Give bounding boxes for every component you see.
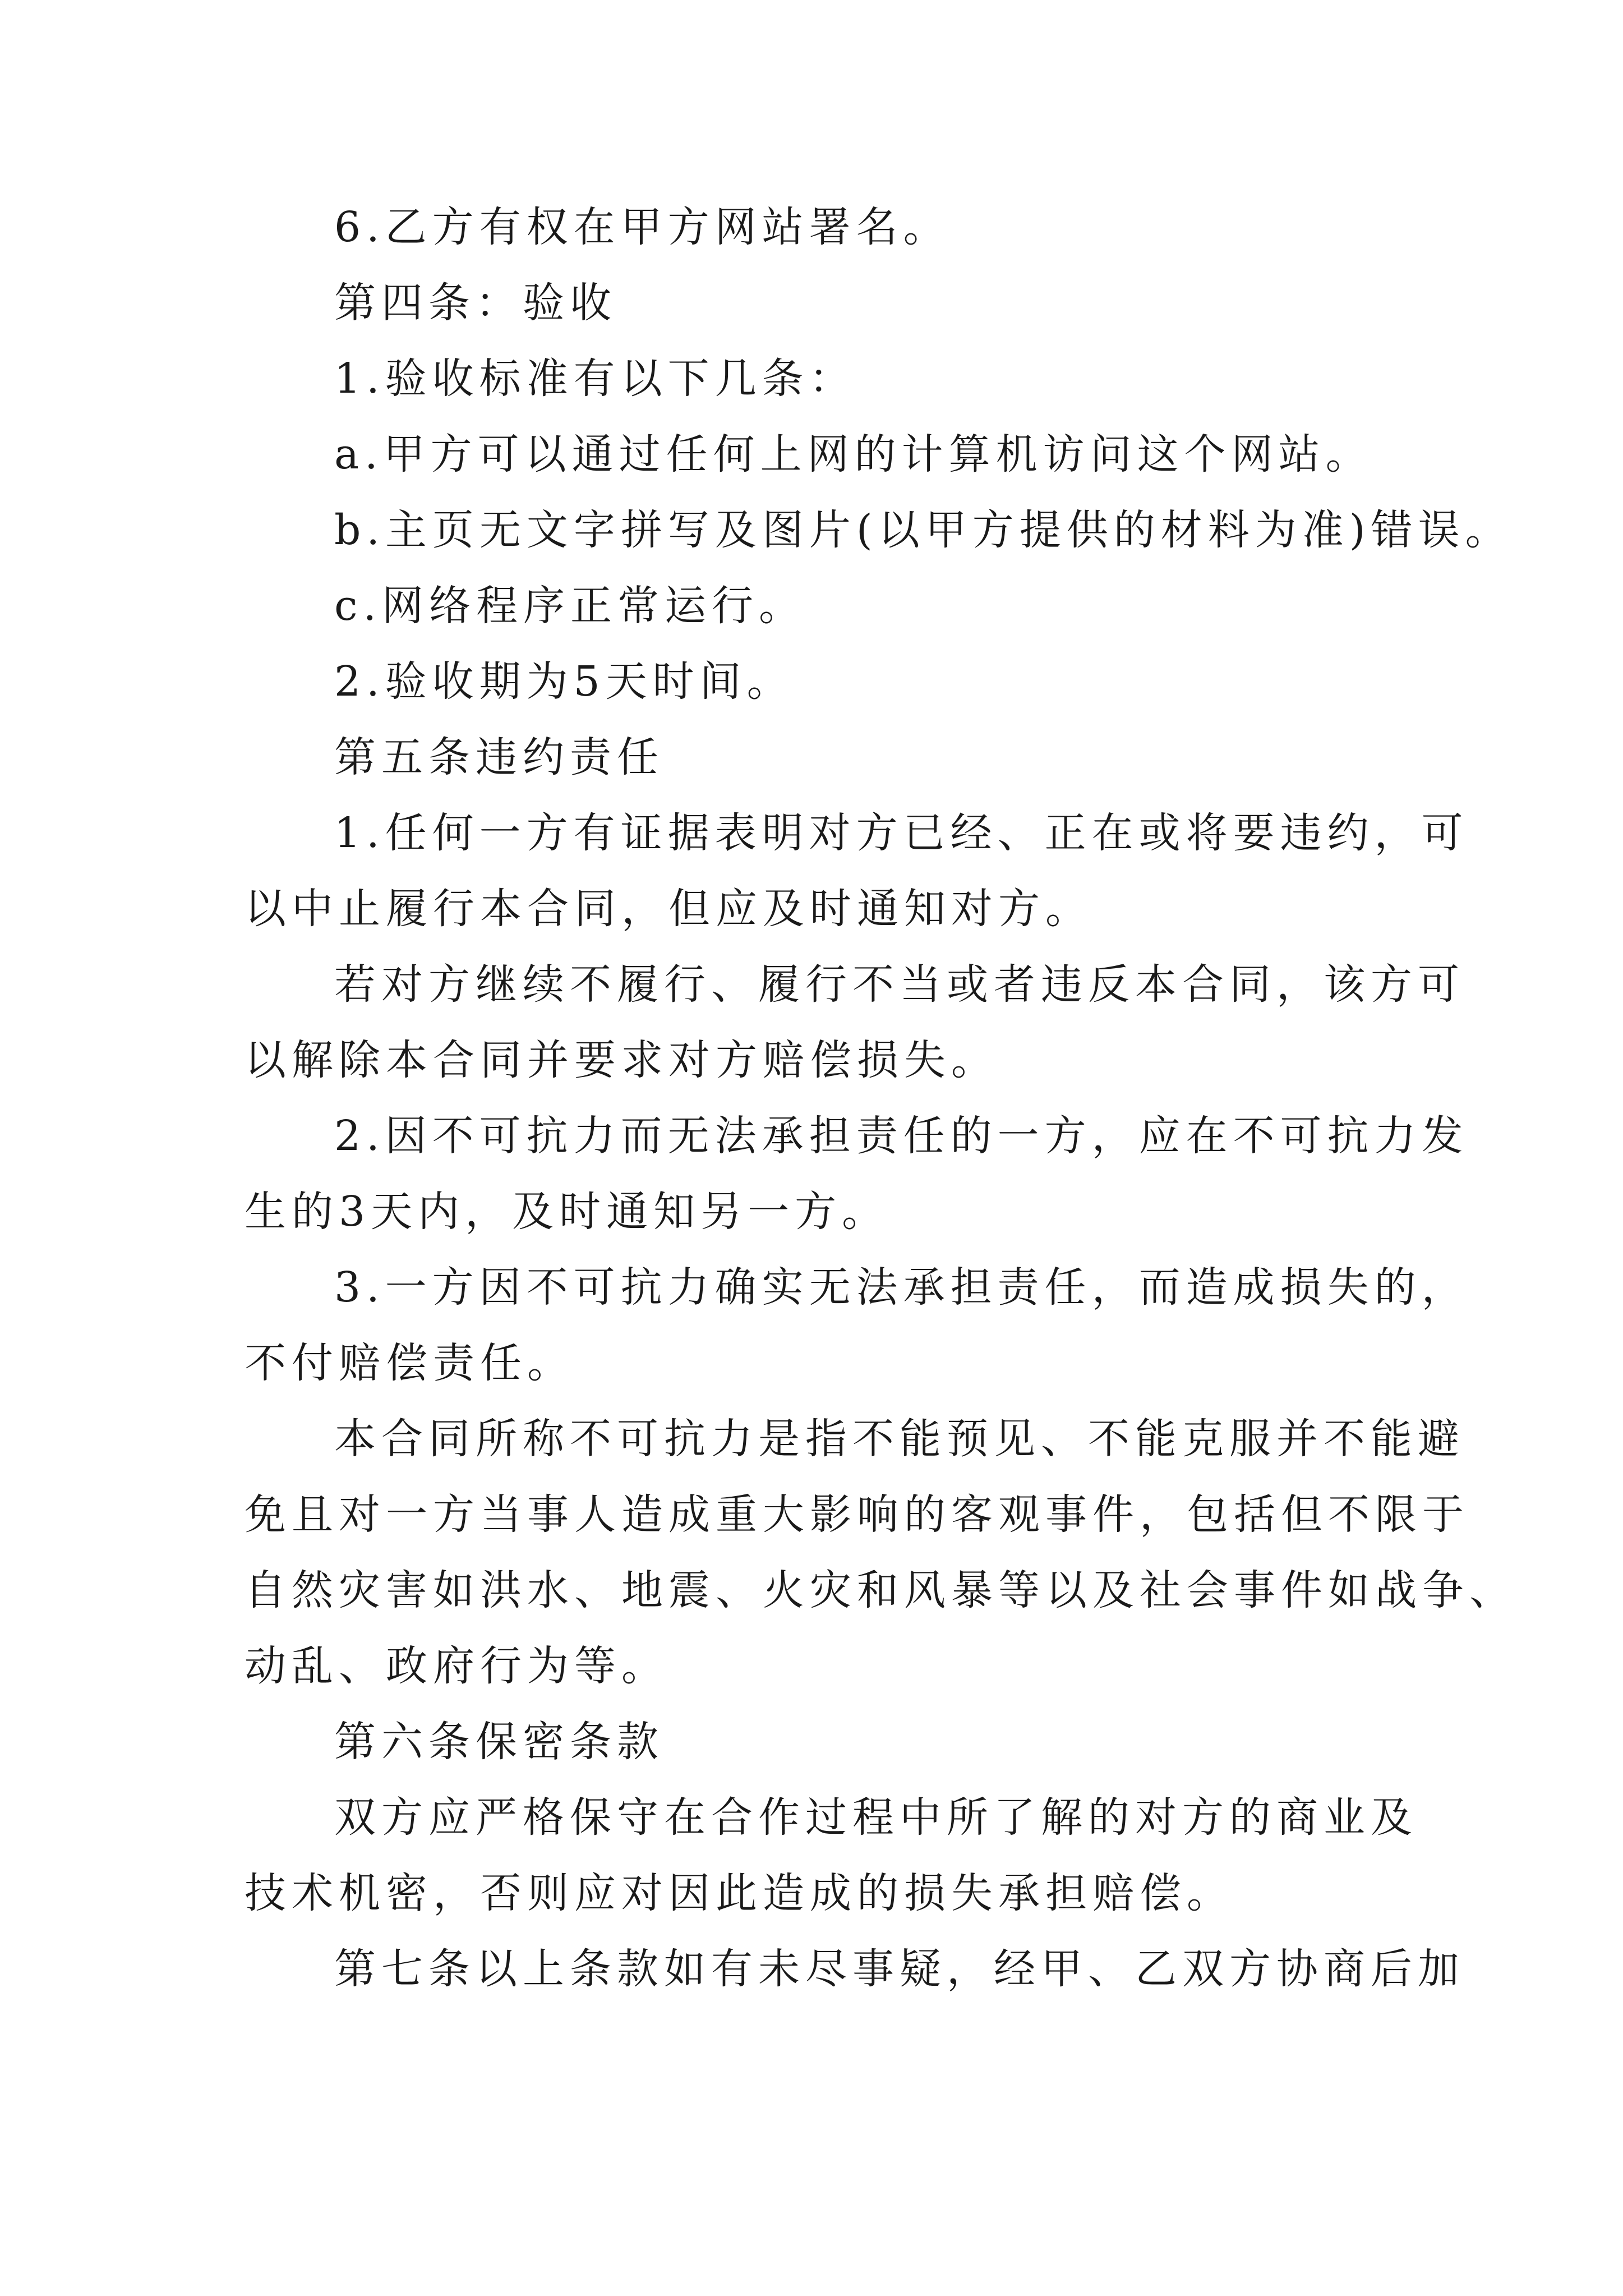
section-heading: 第六条保密条款: [334, 1718, 664, 1766]
clause-line: 6.乙方有权在甲方网站署名。: [334, 203, 951, 251]
clause-line: 以中止履行本合同，但应及时通知对方。: [245, 885, 1092, 933]
clause-line: 双方应严格保守在合作过程中所了解的对方的商业及: [334, 1793, 1418, 1842]
clause-line: 2.验收期为5天时间。: [334, 657, 794, 706]
clause-line: a.甲方可以通过任何上网的计算机访问这个网站。: [334, 430, 1373, 478]
section-heading: 第四条：验收: [334, 279, 617, 327]
clause-line: 自然灾害如洪水、地震、火灾和风暴等以及社会事件如战争、: [245, 1566, 1516, 1614]
clause-line: 动乱、政府行为等。: [245, 1642, 668, 1690]
clause-line: 1.任何一方有证据表明对方已经、正在或将要违约，可: [334, 809, 1469, 857]
clause-line: 2.因不可抗力而无法承担责任的一方，应在不可抗力发: [334, 1112, 1469, 1160]
section-heading: 第五条违约责任: [334, 733, 664, 781]
clause-line: 不付赔偿责任。: [245, 1339, 574, 1387]
clause-line: 第七条以上条款如有未尽事疑，经甲、乙双方协商后加: [334, 1945, 1465, 1993]
clause-line: 技术机密，否则应对因此造成的损失承担赔偿。: [245, 1869, 1234, 1917]
clause-line: 生的3天内，及时通知另一方。: [245, 1188, 889, 1236]
clause-line: b.主页无文字拼写及图片(以甲方提供的材料为准)错误。: [334, 506, 1513, 554]
clause-line: 以解除本合同并要求对方赔偿损失。: [245, 1036, 998, 1084]
clause-line: 本合同所称不可抗力是指不能预见、不能克服并不能避: [334, 1415, 1465, 1463]
clause-line: 3.一方因不可抗力确实无法承担责任，而造成损失的，: [334, 1263, 1469, 1312]
clause-line: 免且对一方当事人造成重大影响的客观事件，包括但不限于: [245, 1490, 1469, 1539]
clause-line: 1.验收标准有以下几条：: [334, 355, 856, 403]
clause-line: c.网络程序正常运行。: [334, 582, 806, 630]
clause-line: 若对方继续不履行、履行不当或者违反本合同，该方可: [334, 960, 1465, 1009]
